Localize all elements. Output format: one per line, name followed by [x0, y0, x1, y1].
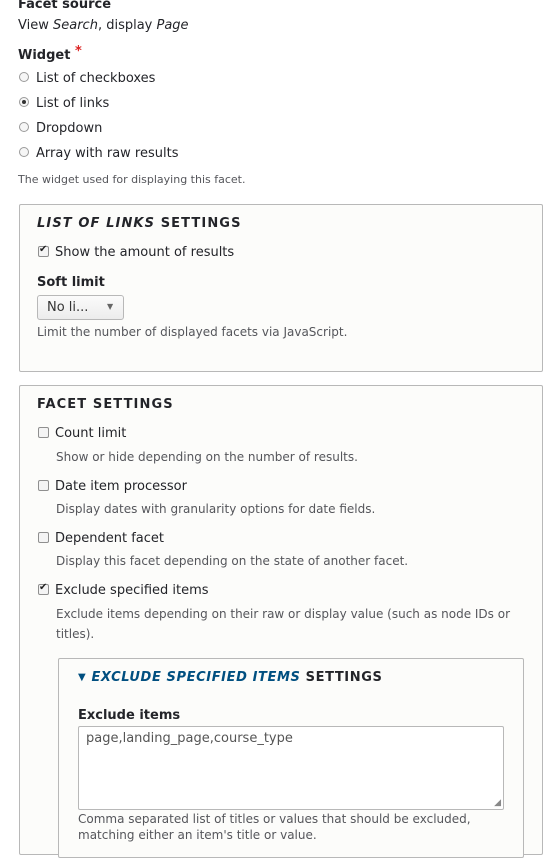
exclude-items-value: page,landing_page,course_type [86, 731, 293, 746]
facet-source-mid: , display [97, 18, 157, 33]
triangle-down-icon: ▼ [78, 672, 87, 683]
widget-option-checkboxes-label[interactable]: List of checkboxes [36, 71, 156, 86]
exclude-items-checkbox-label[interactable]: Exclude specified items [55, 583, 209, 598]
summary-rest: SETTINGS [300, 670, 383, 685]
show-amount-label[interactable]: Show the amount of results [55, 245, 235, 260]
soft-limit-description: Limit the number of displayed facets via JavaScript. [37, 325, 348, 339]
exclude-items-description-2: titles). [56, 627, 95, 641]
widget-option-links-label[interactable]: List of links [36, 96, 110, 111]
legend-rest: SETTINGS [155, 216, 242, 231]
soft-limit-value: No li... [47, 300, 89, 315]
soft-limit-label: Soft limit [37, 275, 105, 290]
widget-radio-dropdown[interactable] [19, 122, 29, 132]
widget-radio-array[interactable] [19, 147, 29, 157]
count-limit-checkbox[interactable] [38, 427, 49, 438]
resize-handle-icon[interactable]: ◢ [494, 798, 501, 808]
facet-source-view: Search [52, 18, 98, 33]
widget-radio-links[interactable] [19, 97, 29, 107]
facet-source-value [18, 18, 189, 33]
list-links-settings-legend [37, 216, 242, 231]
exclude-items-textarea[interactable] [78, 726, 504, 810]
show-amount-checkbox[interactable] [38, 246, 49, 257]
date-item-processor-description: Display dates with granularity options for date fields. [56, 502, 376, 516]
widget-label [18, 44, 82, 63]
count-limit-description: Show or hide depending on the number of results. [56, 450, 358, 464]
date-item-processor-label[interactable]: Date item processor [55, 479, 187, 494]
summary-emphasis: EXCLUDE SPECIFIED ITEMS [91, 670, 301, 685]
facet-source-prefix: View [18, 18, 53, 33]
legend-emphasis: LIST OF LINKS [37, 216, 156, 231]
widget-option-dropdown-label[interactable]: Dropdown [36, 121, 103, 136]
soft-limit-select[interactable] [37, 295, 124, 320]
dependent-facet-label[interactable]: Dependent facet [55, 531, 165, 546]
widget-radio-checkboxes[interactable] [19, 72, 29, 82]
exclude-items-description-1b: Comma separated list of titles or values that should be excluded, [78, 812, 471, 826]
exclude-settings-summary[interactable] [78, 670, 382, 685]
widget-label-text: Widget [18, 48, 71, 63]
exclude-items-description-2b: matching either an item's title or value. [78, 828, 317, 842]
facet-source-label: Facet source [18, 0, 112, 12]
dependent-facet-checkbox[interactable] [38, 532, 49, 543]
dependent-facet-description: Display this facet depending on the state of another facet. [56, 554, 409, 568]
count-limit-label[interactable]: Count limit [55, 426, 127, 441]
widget-option-array-label[interactable]: Array with raw results [36, 146, 179, 161]
exclude-items-description-1: Exclude items depending on their raw or display value (such as node IDs or [56, 607, 511, 621]
widget-description: The widget used for displaying this facet. [18, 173, 246, 186]
exclude-items-checkbox[interactable] [38, 584, 49, 595]
exclude-items-label: Exclude items [78, 708, 181, 723]
facet-source-display: Page [156, 18, 189, 33]
chevron-down-icon: ▼ [107, 302, 114, 311]
facet-settings-legend: FACET SETTINGS [37, 397, 174, 412]
date-item-processor-checkbox[interactable] [38, 480, 49, 491]
required-mark: * [74, 44, 82, 59]
